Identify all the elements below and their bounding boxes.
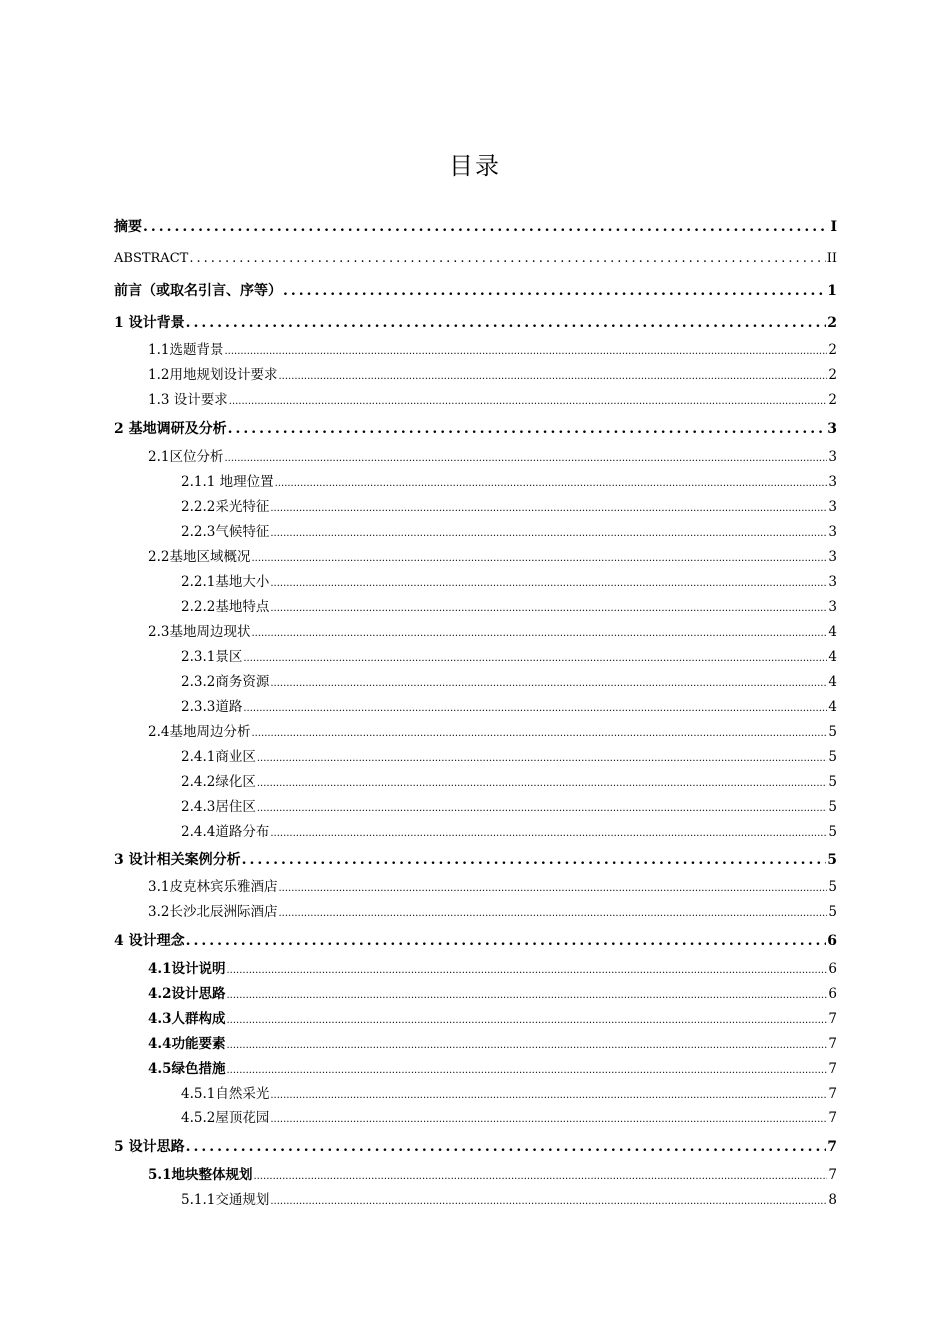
toc-entry-label: 4 设计理念 [114, 933, 185, 949]
toc-entry-page: 2 [828, 367, 837, 383]
toc-entry-label: 4.1设计说明 [148, 961, 226, 977]
toc-entry-label: 2.3.2商务资源 [181, 674, 270, 690]
toc-entry-2-4-2[interactable] [181, 772, 837, 794]
toc-entry-2-2-1[interactable] [181, 572, 837, 594]
toc-entry-label: 2.1.1 地理位置 [181, 474, 274, 490]
toc-entry-label: 5.1.1交通规划 [181, 1192, 270, 1208]
leader-dots [270, 499, 827, 519]
toc-entry-1-3[interactable] [148, 390, 837, 412]
toc-entry-page: 6 [827, 933, 837, 949]
leader-dots [243, 699, 827, 719]
toc-entry-label: 4.5.1自然采光 [181, 1086, 270, 1102]
toc-entry-page: 3 [828, 474, 837, 490]
toc-entry-label: 1 设计背景 [114, 315, 185, 331]
toc-entry-page: 7 [828, 1061, 837, 1077]
toc-entry-2-4-4[interactable] [181, 822, 837, 844]
toc-entry-page: 2 [828, 342, 837, 358]
toc-entry-label: 2.2.1基地大小 [181, 574, 270, 590]
leader-dots [186, 931, 827, 951]
leader-dots [257, 774, 828, 794]
toc-entry-label: 4.4功能要素 [148, 1036, 226, 1052]
toc-entry-page: 5 [828, 879, 837, 895]
toc-entry-2-3[interactable] [148, 622, 837, 644]
toc-entry-page: I [830, 219, 837, 235]
leader-dots [278, 367, 827, 387]
leader-dots [227, 961, 828, 981]
toc-entry-page: 7 [828, 1011, 837, 1027]
toc-entry-3-1[interactable] [148, 877, 837, 899]
toc-entry-2-4-3[interactable] [181, 797, 837, 819]
leader-dots [283, 281, 826, 301]
toc-entry-label: 4.5.2屋顶花园 [181, 1110, 270, 1126]
toc-entry-label: ABSTRACT [114, 251, 189, 266]
toc-entry-page: 2 [828, 392, 837, 408]
toc-entry-label: 2.4.4道路分布 [181, 824, 270, 840]
toc-entry-label: 摘要 [114, 219, 142, 235]
toc-entry-page: 3 [828, 524, 837, 540]
toc-entry-chapter-1[interactable] [114, 313, 837, 333]
toc-entry-abstract-en[interactable] [114, 249, 837, 269]
page-title: 目录 [449, 152, 501, 180]
toc-entry-preface[interactable] [114, 281, 837, 301]
leader-dots [270, 599, 827, 619]
leader-dots [242, 850, 827, 870]
toc-entry-label: 3.2长沙北辰洲际酒店 [148, 904, 278, 920]
toc-entry-label: 2.4基地周边分析 [148, 724, 251, 740]
toc-entry-2-2-2a[interactable] [181, 497, 837, 519]
toc-entry-1-1[interactable] [148, 340, 837, 362]
toc-entry-2-2-3[interactable] [181, 522, 837, 544]
toc-entry-page: 7 [828, 1036, 837, 1052]
toc-entry-2-1[interactable] [148, 447, 837, 469]
toc-entry-label: 4.2设计思路 [148, 986, 226, 1002]
toc-entry-5-1-1[interactable] [181, 1190, 837, 1212]
leader-dots [228, 419, 827, 439]
toc-entry-page: 5 [828, 749, 837, 765]
toc-entry-2-4-1[interactable] [181, 747, 837, 769]
toc-entry-label: 2.2基地区域概况 [148, 549, 251, 565]
toc-entry-label: 5.1地块整体规划 [148, 1167, 253, 1183]
toc-entry-chapter-4[interactable] [114, 931, 837, 951]
toc-entry-page: 5 [827, 852, 837, 868]
toc-entry-5-1[interactable] [148, 1165, 837, 1187]
leader-dots [251, 624, 827, 644]
toc-entry-2-3-1[interactable] [181, 647, 837, 669]
leader-dots [257, 749, 828, 769]
leader-dots [189, 249, 825, 269]
toc-entry-page: 3 [828, 499, 837, 515]
toc-entry-page: 3 [827, 421, 837, 437]
leader-dots [243, 649, 827, 669]
toc-entry-label: 1.2用地规划设计要求 [148, 367, 278, 383]
leader-dots [224, 449, 827, 469]
toc-entry-page: 5 [828, 824, 837, 840]
toc-entry-page: 5 [828, 799, 837, 815]
toc-entry-page: 4 [828, 649, 837, 665]
toc-entry-page: 2 [827, 315, 837, 331]
leader-dots [257, 799, 828, 819]
toc-entry-chapter-5[interactable] [114, 1137, 837, 1157]
toc-entry-label: 2.2.2采光特征 [181, 499, 270, 515]
toc-entry-page: 3 [828, 549, 837, 565]
toc-entry-2-3-3[interactable] [181, 697, 837, 719]
toc-entry-page: 4 [828, 699, 837, 715]
toc-entry-page: 1 [827, 283, 837, 299]
leader-dots [186, 1137, 827, 1157]
toc-entry-label: 4.5绿色措施 [148, 1061, 226, 1077]
toc-entry-chapter-2[interactable] [114, 419, 837, 439]
leader-dots [227, 1061, 828, 1081]
toc-entry-2-2[interactable] [148, 547, 837, 569]
toc-entry-page: 3 [828, 599, 837, 615]
leader-dots [254, 1167, 828, 1187]
leader-dots [270, 1192, 827, 1212]
toc-entry-page: 5 [828, 724, 837, 740]
toc-entry-page: 3 [828, 574, 837, 590]
toc-entry-page: 3 [828, 449, 837, 465]
toc-entry-abstract-cn[interactable] [114, 217, 837, 237]
toc-entry-page: II [826, 251, 837, 266]
toc-entry-label: 2.4.3居住区 [181, 799, 256, 815]
toc-entry-2-1-1[interactable] [181, 472, 837, 494]
toc-entry-page: 6 [828, 986, 837, 1002]
toc-entry-label: 2.3基地周边现状 [148, 624, 251, 640]
leader-dots [251, 549, 827, 569]
toc-entry-2-4[interactable] [148, 722, 837, 744]
leader-dots [229, 392, 828, 412]
toc-entry-4-1[interactable] [148, 959, 837, 981]
leader-dots [143, 217, 829, 237]
toc-entry-page: 7 [827, 1139, 837, 1155]
toc-entry-label: 5 设计思路 [114, 1139, 185, 1155]
toc-entry-4-2[interactable] [148, 984, 837, 1006]
toc-entry-4-3[interactable] [148, 1009, 837, 1031]
toc-entry-4-5[interactable] [148, 1059, 837, 1081]
leader-dots [270, 1086, 827, 1106]
toc-entry-page: 5 [828, 774, 837, 790]
leader-dots [227, 1036, 828, 1056]
toc-entry-label: 2.3.1景区 [181, 649, 243, 665]
toc-entry-label: 2.3.3道路 [181, 699, 243, 715]
toc-entry-1-2[interactable] [148, 365, 837, 387]
leader-dots [278, 904, 827, 924]
leader-dots [278, 879, 827, 899]
toc-entry-label: 1.1选题背景 [148, 342, 224, 358]
toc-entry-label: 前言（或取名引言、序等） [114, 283, 282, 299]
leader-dots [186, 313, 827, 333]
leader-dots [270, 524, 827, 544]
leader-dots [270, 1110, 827, 1130]
leader-dots [270, 674, 827, 694]
leader-dots [275, 474, 828, 494]
toc-entry-label: 2.4.1商业区 [181, 749, 256, 765]
toc-entry-page: 6 [828, 961, 837, 977]
toc-entry-page: 5 [828, 904, 837, 920]
toc-entry-label: 2.2.2基地特点 [181, 599, 270, 615]
toc-entry-4-5-2[interactable] [181, 1108, 837, 1130]
toc-entry-4-4[interactable] [148, 1034, 837, 1056]
toc-entry-page: 4 [828, 674, 837, 690]
toc-entry-label: 3.1皮克林宾乐雅酒店 [148, 879, 278, 895]
leader-dots [270, 824, 827, 844]
toc-entry-label: 2.1区位分析 [148, 449, 224, 465]
leader-dots [224, 342, 827, 362]
leader-dots [227, 1011, 828, 1031]
leader-dots [227, 986, 828, 1006]
toc-entry-label: 2.4.2绿化区 [181, 774, 256, 790]
toc-entry-page: 7 [828, 1110, 837, 1126]
toc-entry-2-2-2b[interactable] [181, 597, 837, 619]
toc-entry-4-5-1[interactable] [181, 1084, 837, 1106]
toc-entry-page: 8 [828, 1192, 837, 1208]
leader-dots [270, 574, 827, 594]
toc-entry-page: 7 [828, 1086, 837, 1102]
toc-entry-label: 4.3人群构成 [148, 1011, 226, 1027]
toc-entry-page: 7 [828, 1167, 837, 1183]
leader-dots [251, 724, 827, 744]
toc-entry-label: 2.2.3气候特征 [181, 524, 270, 540]
toc-entry-label: 3 设计相关案例分析 [114, 852, 241, 868]
toc-entry-page: 4 [828, 624, 837, 640]
toc-entry-3-2[interactable] [148, 902, 837, 924]
toc-entry-chapter-3[interactable] [114, 850, 837, 870]
toc-entry-label: 1.3 设计要求 [148, 392, 228, 408]
toc-entry-label: 2 基地调研及分析 [114, 421, 227, 437]
toc-entry-2-3-2[interactable] [181, 672, 837, 694]
